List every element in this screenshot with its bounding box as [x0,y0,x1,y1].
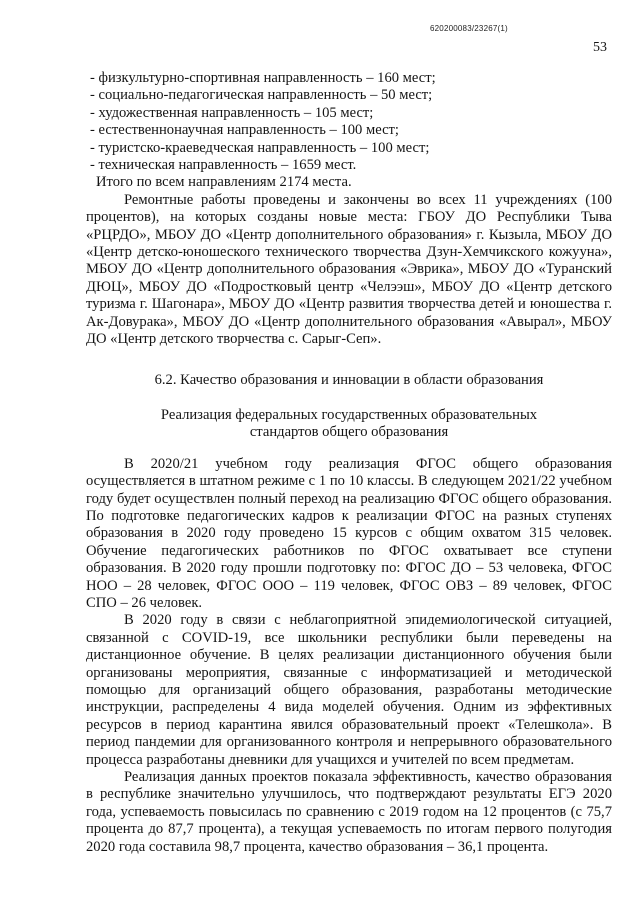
subheading [86,407,612,442]
paragraph-covid: В 2020 году в связи с неблагоприятной эпидемиологической ситуацией, связанной с COVID-19, все школьники республики были переведены на дистанционное обучение. В целях реализации дистанционного обучения были организованы мероприятия, связанные с информатизацией и методической помощью для организаций общего образования, разработаны методические инструкции, распределены 4 вида моделей обучения. Одним из эффективных ресурсов в период карантина явился образовательный проект «Телешкола». В период пандемии для организованного контроля и непрерывного образовательного процесса разработаны дневники для учащихся и учителей по всем предметам. [86,612,612,768]
list-item: - техническая направленность – 1659 мест. [90,157,357,174]
subheading-line: стандартов общего образования [249,424,449,441]
page-body [86,70,612,856]
paragraph-results: Реализация данных проектов показала эффективность, качество образования в республике значительно улучшилось, что подтверждают результаты ЕГЭ 2020 года, успеваемость повысилась по сравнению с 2019 годом на 12 процентов (с 75,7 процента до 87,7 процента), а текущая успеваемость по итогам первого полугодия 2020 года составила 98,7 процента, качество образования – 36,1 процента. [86,769,612,855]
list-item: - туристско-краеведческая направленность – 100 мест; [90,139,430,156]
list-item: - естественнонаучная направленность – 100 мест; [90,122,399,139]
list-item: - художественная направленность – 105 мест; [90,104,374,121]
list-item: - социально-педагогическая направленность – 50 мест; [90,87,433,104]
section-heading: 6.2. Качество образования и инновации в области образования [154,371,544,388]
total-line: Итого по всем направлениям 2174 места. [96,174,352,191]
list-item: - физкультурно-спортивная направленность – 160 мест; [90,70,436,86]
document-id: 620200083/23267(1) [430,24,508,33]
page-number: 53 [593,40,607,55]
paragraph-repairs: Ремонтные работы проведены и закончены во всех 11 учреждениях (100 процентов), на которых созданы новые места: ГБОУ ДО Республики Тыва «РЦРДО», МБОУ ДО «Центр дополнительного образования» г. Кызыла, МБОУ ДО «Центр детско-юношеского технического творчества Дзун-Хемчикского кожууна», МБОУ ДО «Центр дополнительного образования «Эврика», МБОУ ДО «Туранский ДЮЦ», МБОУ ДО «Подростковый центр «Челээш», МБОУ ДО «Центр детского туризма г. Шагонара», МБОУ ДО «Центр развития творчества детей и юношества г. Ак-Довурака», МБОУ ДО «Центр дополнительного образования «Авырал», МБОУ ДО «Центр детского творчества с. Сарыг-Сеп». [86,191,612,348]
directions-list [86,70,612,174]
subheading-line: Реализация федеральных государственных образовательных [160,406,538,423]
paragraph-fgos: В 2020/21 учебном году реализация ФГОС общего образования осуществляется в штатном режиме с 1 по 10 классы. В следующем 2021/22 учебном году будет осуществлен полный переход на реализацию ФГОС общего образования. По подготовке педагогических кадров к реализации ФГОС на разных ступенях образования в 2020 году проведено 15 курсов с общим охватом 315 человек. Обучение педагогических работников по ФГОС охватывает все ступени образования. В 2020 году прошли подготовку по: ФГОС ДО – 53 человека, ФГОС НОО – 28 человек, ФГОС ООО – 119 человек, ФГОС ОВЗ – 89 человек, ФГОС СПО – 26 человек. [86,455,612,611]
